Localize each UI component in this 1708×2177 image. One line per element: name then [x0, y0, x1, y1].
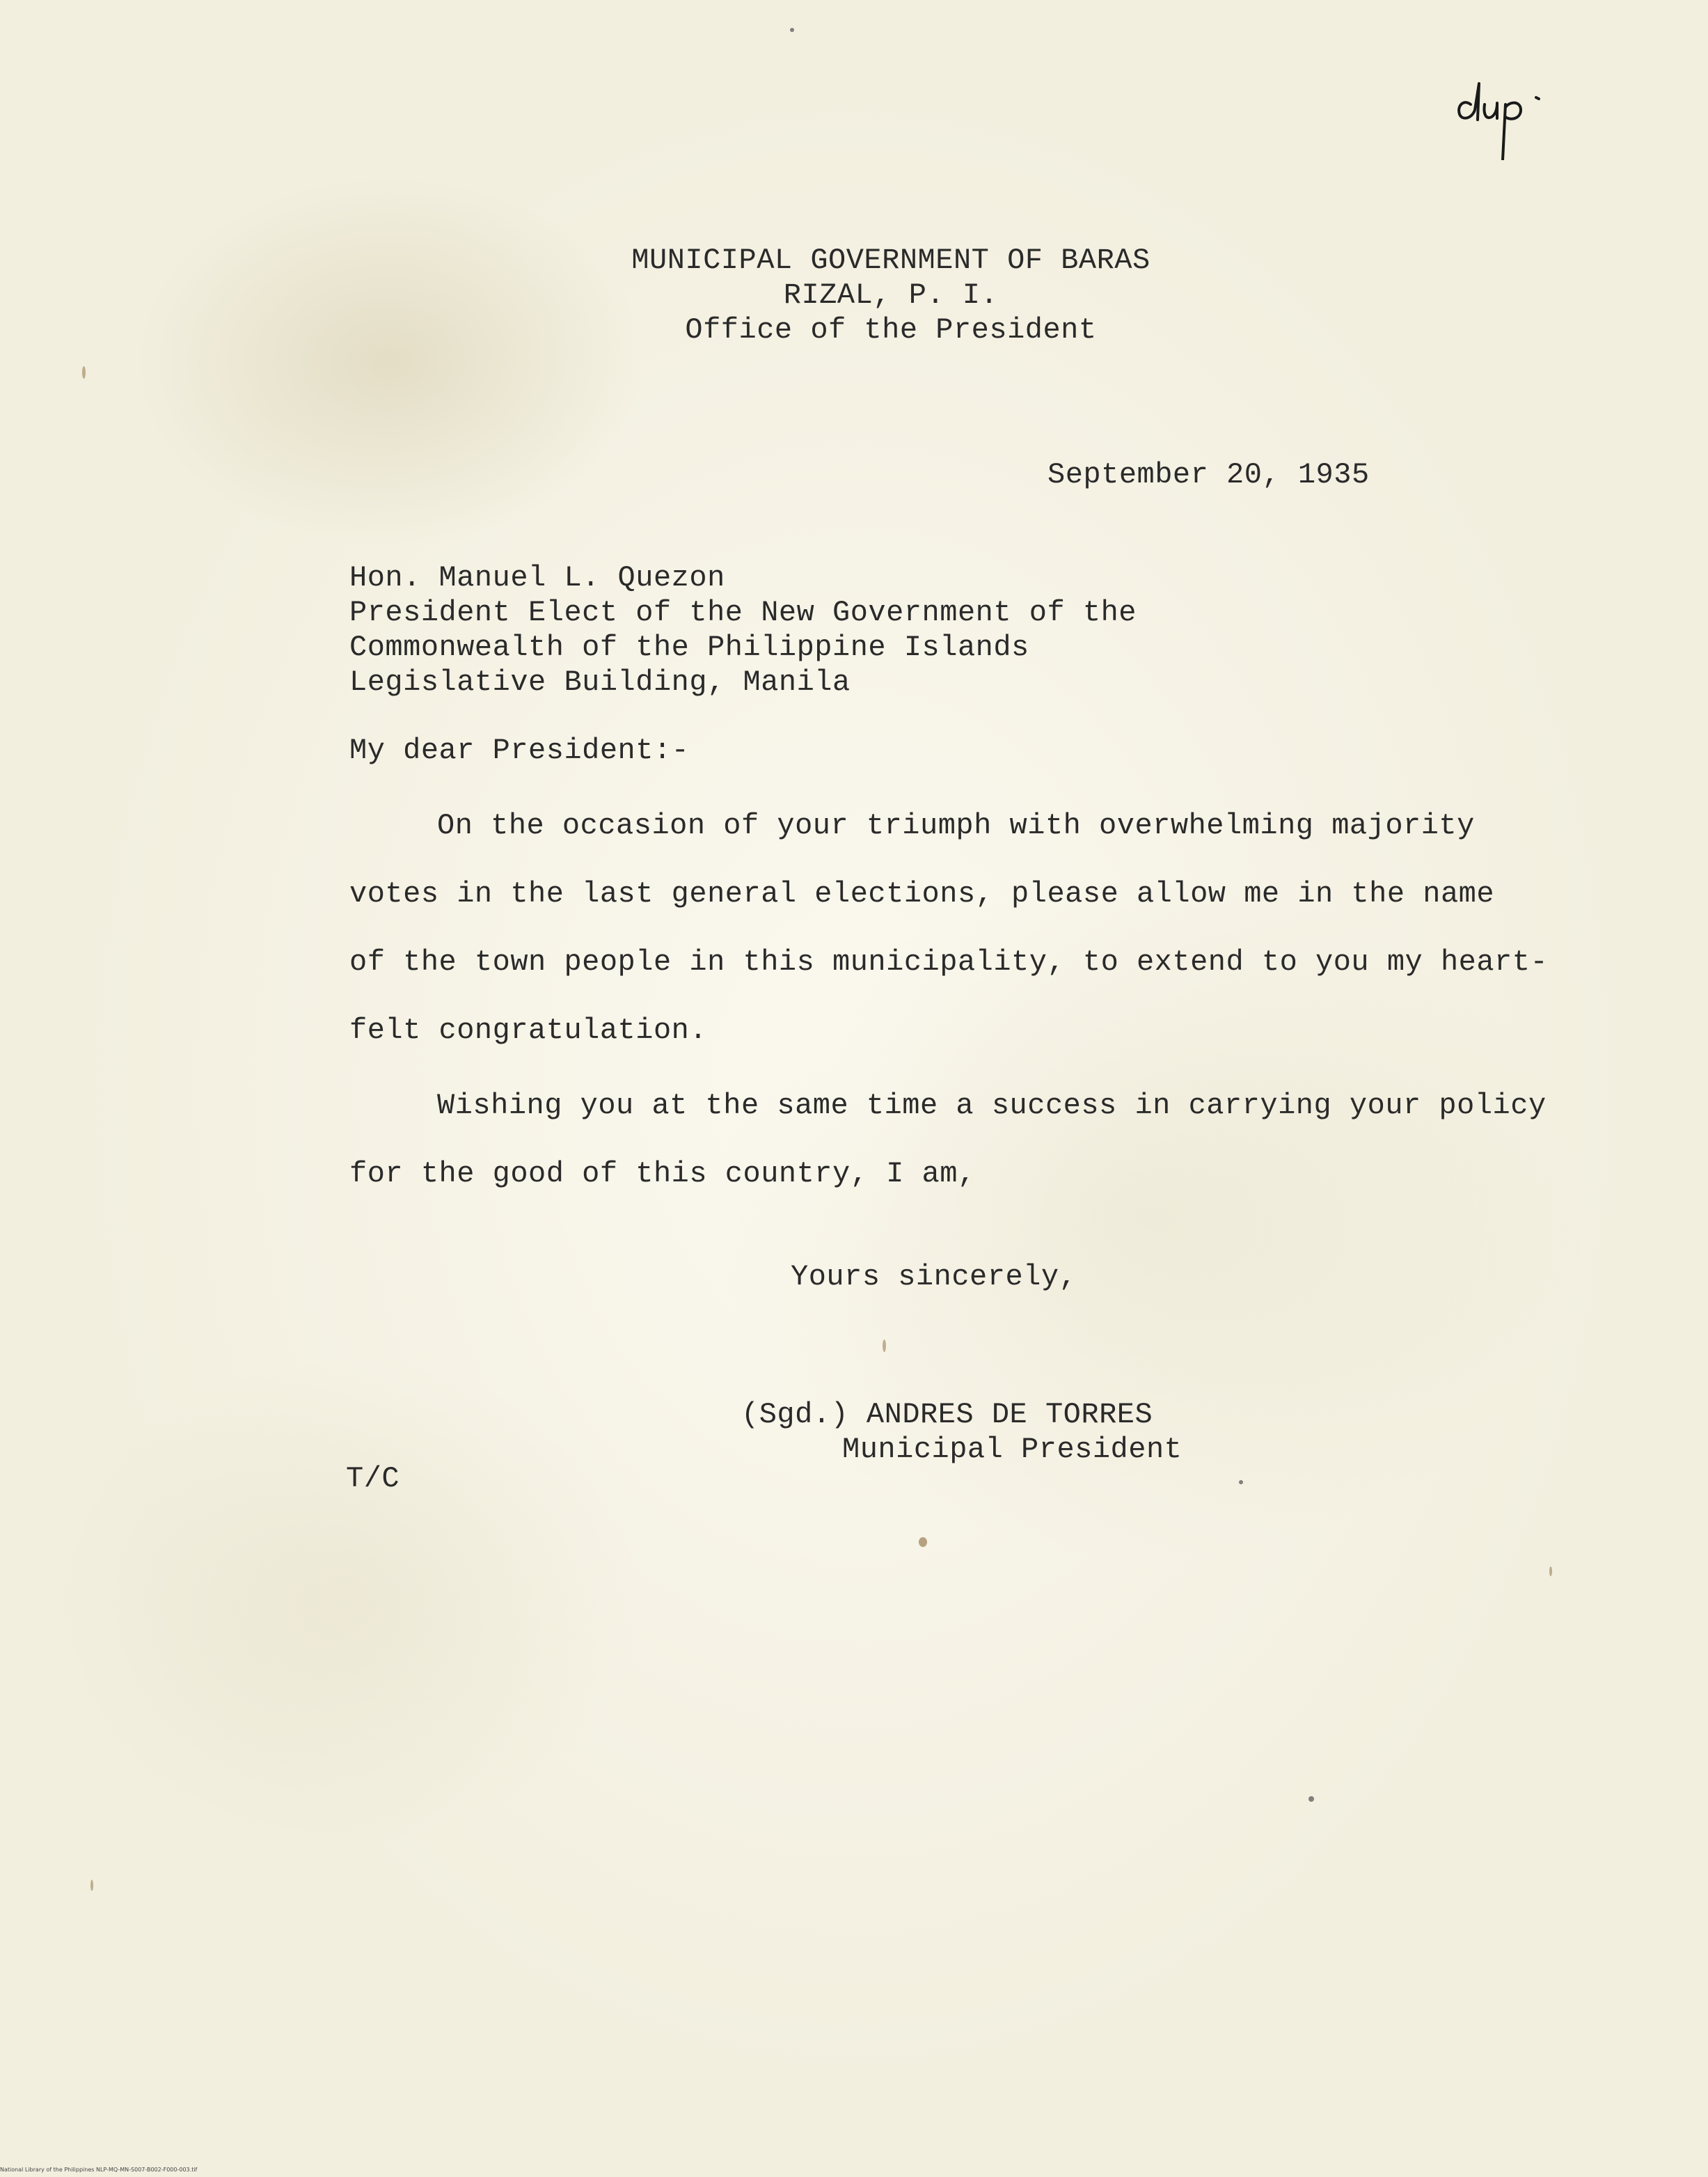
- archive-footer: National Library of the Philippines NLP-MQ-MN-S007-B002-F000-003.tif: [0, 2167, 198, 2173]
- signature-title: Municipal President: [842, 1433, 1183, 1466]
- signature-name: (Sgd.) ANDRES DE TORRES: [741, 1398, 1153, 1431]
- body-p1-line2: votes in the last general elections, please allow me in the name: [349, 877, 1495, 911]
- paper-speck: [82, 366, 86, 379]
- letterhead-line1: MUNICIPAL GOVERNMENT OF BARAS: [631, 244, 1150, 277]
- salutation: My dear President:-: [349, 734, 690, 767]
- closing: Yours sincerely,: [791, 1260, 1077, 1294]
- handwritten-note-dup: [1451, 56, 1569, 160]
- paper-speck: [1308, 1796, 1314, 1802]
- paper-speck: [790, 28, 794, 32]
- body-p1-line1: On the occasion of your triumph with overwhelming majority: [437, 809, 1475, 842]
- paper-speck: [1239, 1480, 1243, 1484]
- paper-speck: [919, 1537, 927, 1547]
- paper-speck: [1549, 1566, 1552, 1576]
- paper-speck: [883, 1339, 886, 1352]
- recipient-line4: Legislative Building, Manila: [349, 666, 851, 699]
- recipient-line3: Commonwealth of the Philippine Islands: [349, 631, 1029, 664]
- letterhead-line3: Office of the President: [685, 313, 1097, 347]
- recipient-line1: Hon. Manuel L. Quezon: [349, 561, 725, 595]
- typist-notation: T/C: [346, 1462, 400, 1495]
- paper-speck: [90, 1880, 93, 1891]
- recipient-line2: President Elect of the New Government of the: [349, 596, 1137, 629]
- body-p2-line1: Wishing you at the same time a success in carrying your policy: [437, 1089, 1547, 1122]
- body-p2-line2: for the good of this country, I am,: [349, 1157, 976, 1190]
- letterhead-line2: RIZAL, P. I.: [783, 278, 999, 312]
- body-p1-line4: felt congratulation.: [349, 1014, 708, 1047]
- body-p1-line3: of the town people in this municipality, to extend to you my heart-: [349, 945, 1549, 979]
- letter-date: September 20, 1935: [1047, 458, 1370, 492]
